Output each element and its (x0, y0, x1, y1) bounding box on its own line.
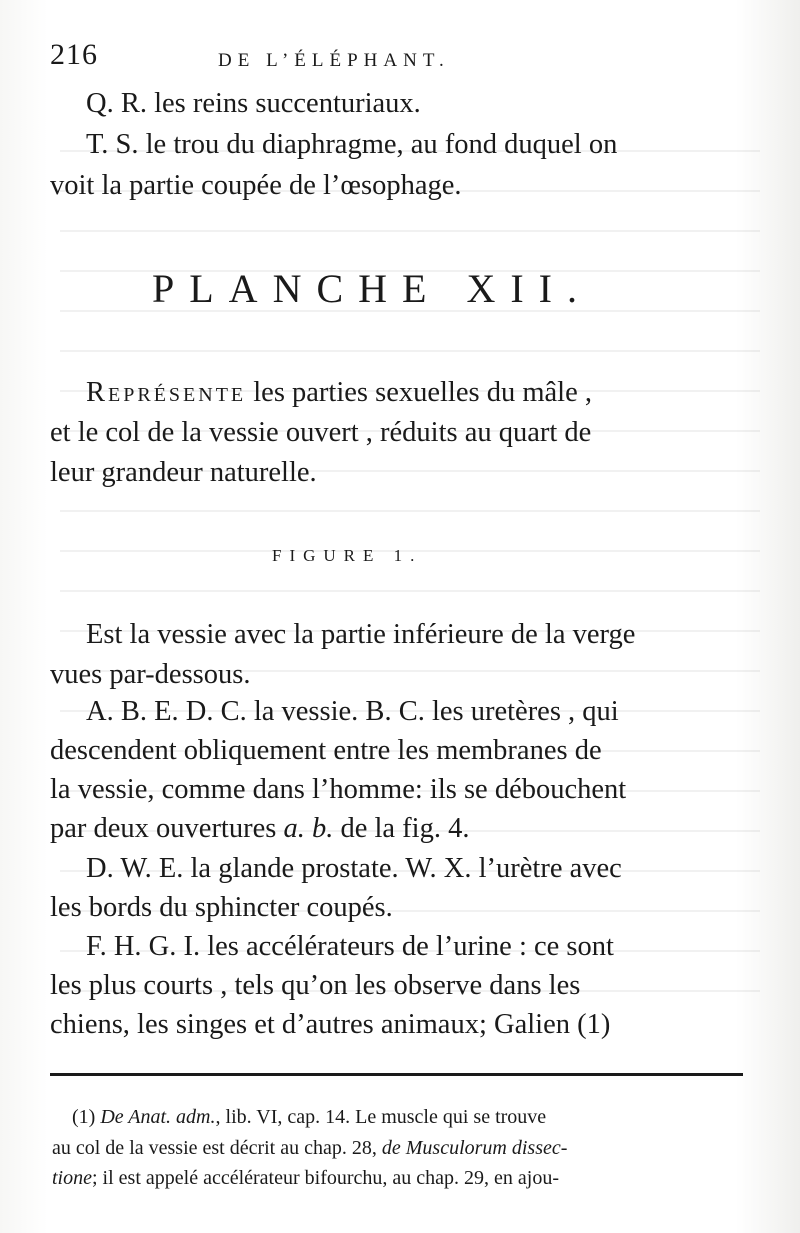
dwe-line-1: D. W. E. la glande prostate. W. X. l’urètre avec (86, 853, 622, 884)
footnote-line-1-italic: De Anat. adm. (100, 1106, 216, 1128)
body-line-oesophage: voit la partie coupée de l’œsophage. (50, 170, 462, 201)
footnote-line-3-italic: tione (52, 1167, 92, 1189)
footnote-line-3-rest: ; il est appelé accélérateur bifourchu, au chap. 29, en ajou- (92, 1167, 560, 1189)
page-number: 216 (50, 38, 98, 71)
intro-line-2: et le col de la vessie ouvert , réduits au quart de (50, 417, 592, 448)
plate-title: PLANCHE XII. (152, 266, 592, 311)
body-line-qr: Q. R. les reins succenturiaux. (86, 88, 421, 119)
intro-lead-word: Représente (86, 377, 247, 408)
abedc-line-3: la vessie, comme dans l’homme: ils se débouchent (50, 774, 627, 805)
dwe-line-2: les bords du sphincter coupés. (50, 892, 393, 923)
footnote-line-2-italic: de Musculorum dissec- (381, 1137, 568, 1159)
figure-line-1: Est la vessie avec la partie inférieure de la verge (86, 619, 636, 650)
abedc-line-4-prefix: par deux ouvertures (50, 813, 284, 844)
abedc-line-2: descendent obliquement entre les membranes de (50, 735, 602, 766)
abedc-line-1: A. B. E. D. C. la vessie. B. C. les uretères , qui (86, 696, 619, 727)
running-title: DE L’ÉLÉPHANT. (218, 50, 450, 71)
footnote-line-3 (52, 1165, 559, 1191)
footnote-marker: (1) (72, 1106, 101, 1128)
fhgi-line-2: les plus courts , tels qu’on les observe dans les (50, 970, 581, 1001)
footnote-line-2-prefix: au col de la vessie est décrit au chap. 28, (52, 1137, 382, 1159)
fhgi-line-3: chiens, les singes et d’autres animaux; Galien (1) (50, 1009, 611, 1040)
intro-line-3: leur grandeur naturelle. (50, 457, 317, 488)
footnote-line-1-rest: , lib. VI, cap. 14. Le muscle qui se trouve (215, 1106, 547, 1128)
footnote-line-2 (52, 1135, 567, 1161)
footnote-line-1 (72, 1104, 546, 1130)
intro-line-1-rest: les parties sexuelles du mâle , (246, 377, 592, 408)
figure-line-2: vues par-dessous. (50, 659, 251, 690)
running-head (50, 38, 750, 78)
abedc-line-4-suffix: de la fig. 4. (333, 813, 470, 844)
footnote-rule (50, 1073, 743, 1076)
abedc-line-4-italic: a. b. (283, 813, 334, 844)
intro-line-1 (86, 376, 592, 410)
fhgi-line-1: F. H. G. I. les accélérateurs de l’urine : ce sont (86, 931, 614, 962)
body-line-ts: T. S. le trou du diaphragme, au fond duquel on (86, 129, 618, 160)
figure-heading: FIGURE 1. (272, 546, 423, 565)
abedc-line-4 (50, 812, 469, 846)
